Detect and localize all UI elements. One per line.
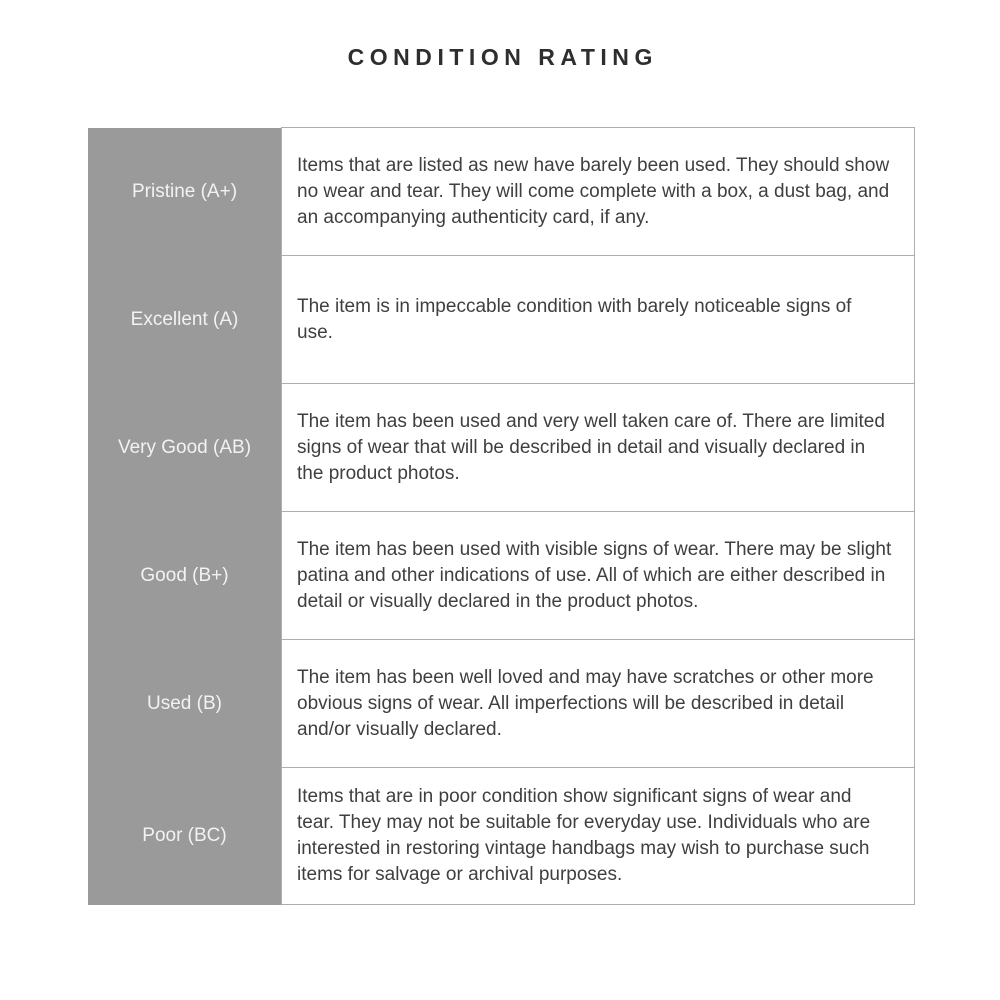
table-row: [88, 768, 915, 905]
condition-description: The item has been well loved and may have scratches or other more obvious signs of wear. All imperfections will be described in detail and/or visually declared.: [282, 640, 915, 768]
table-row: [88, 128, 915, 256]
condition-description: Items that are in poor condition show significant signs of wear and tear. They may not be suitable for everyday use. Individuals who are interested in restoring vintage handbags may wish to purchase such items for salvage or archival purposes.: [282, 768, 915, 905]
table-row: [88, 384, 915, 512]
page-title: CONDITION RATING: [347, 44, 658, 70]
condition-grade-label: Very Good (AB): [88, 384, 282, 512]
condition-rating-table: [88, 127, 915, 905]
condition-description: The item is in impeccable condition with barely noticeable signs of use.: [282, 256, 915, 384]
condition-grade-label: Poor (BC): [88, 768, 282, 905]
condition-description: The item has been used with visible signs of wear. There may be slight patina and other indications of use. All of which are either described in detail or visually declared in the product photos.: [282, 512, 915, 640]
table-row: [88, 256, 915, 384]
condition-description: The item has been used and very well taken care of. There are limited signs of wear that will be described in detail and visually declared in the product photos.: [282, 384, 915, 512]
condition-grade-label: Excellent (A): [88, 256, 282, 384]
condition-grade-label: Used (B): [88, 640, 282, 768]
condition-grade-label: Pristine (A+): [88, 128, 282, 256]
condition-grade-label: Good (B+): [88, 512, 282, 640]
condition-table-body: [88, 128, 915, 905]
table-row: [88, 640, 915, 768]
condition-description: Items that are listed as new have barely been used. They should show no wear and tear. They will come complete with a box, a dust bag, and an accompanying authenticity card, if any.: [282, 128, 915, 256]
table-row: [88, 512, 915, 640]
